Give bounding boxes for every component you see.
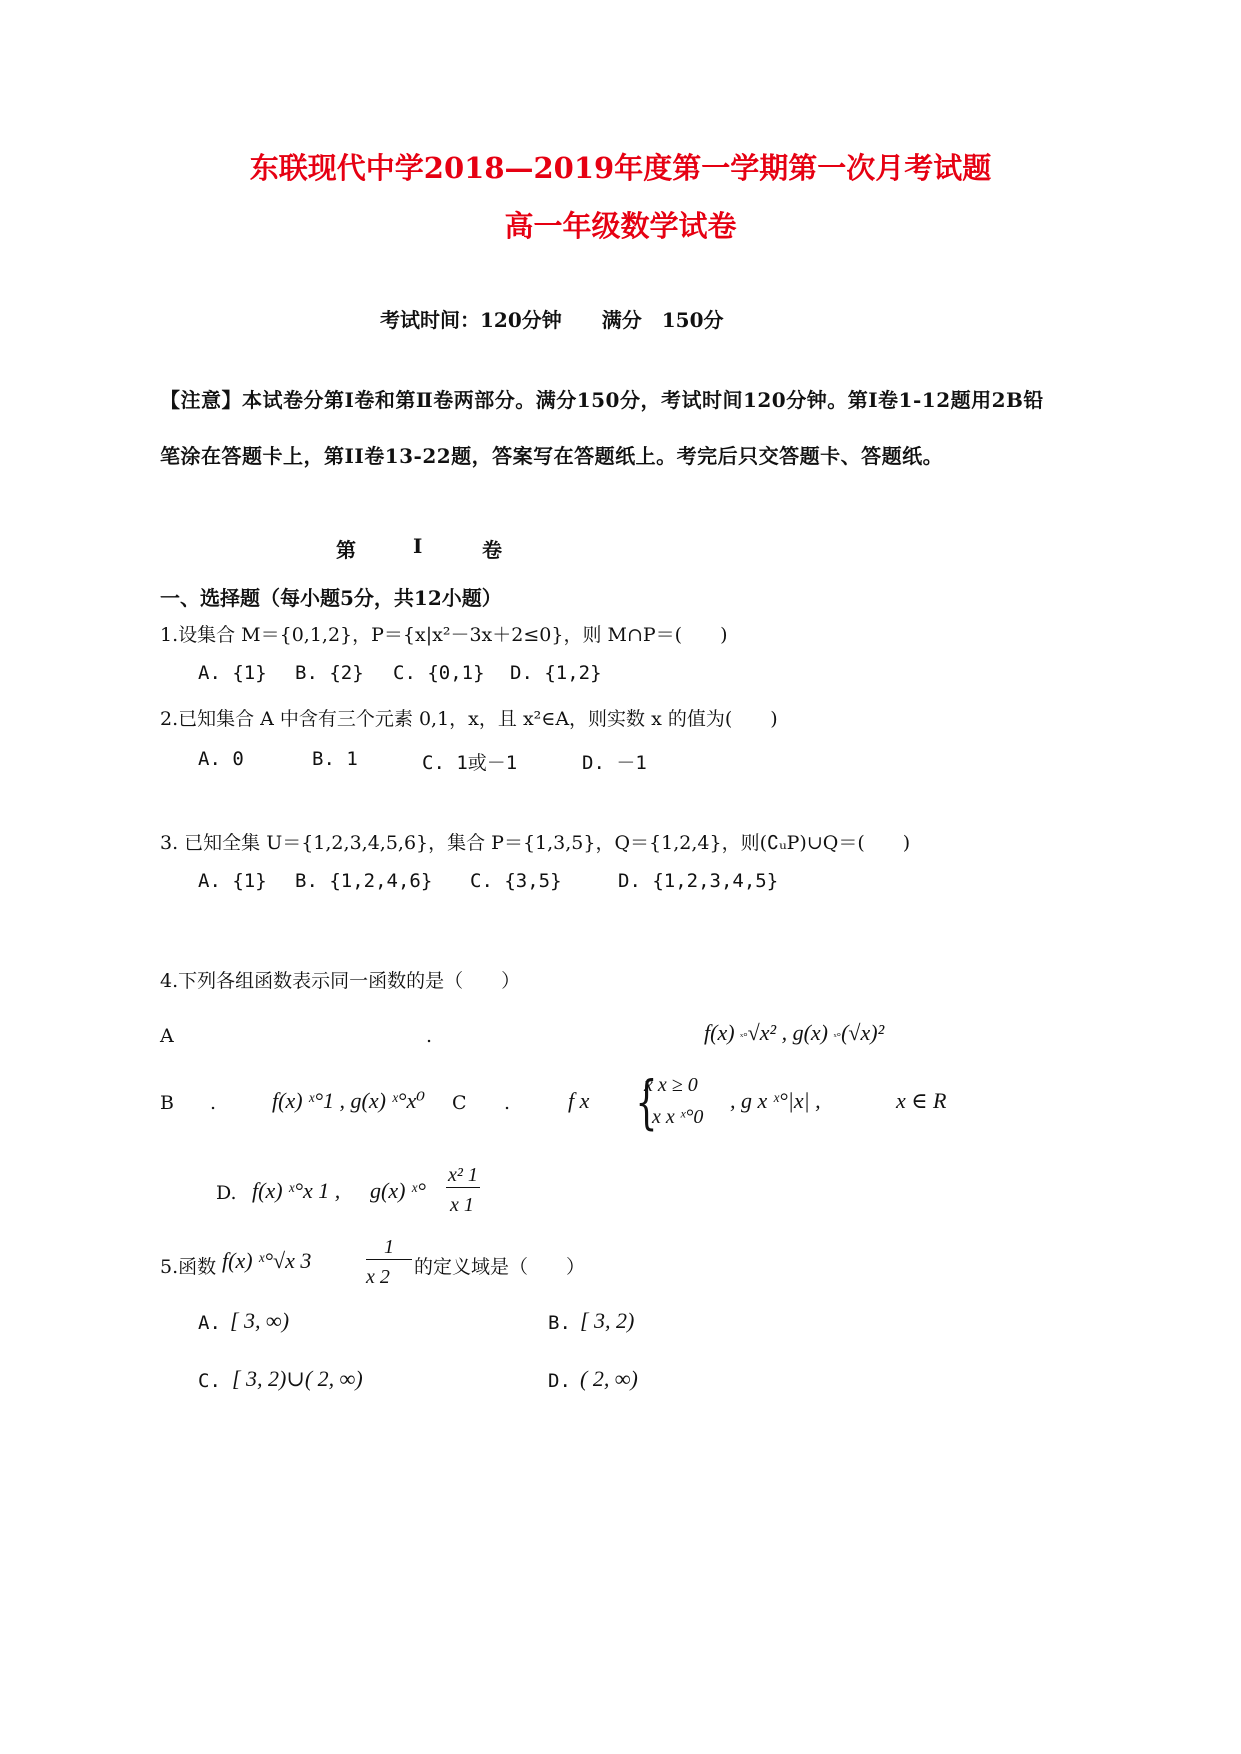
q1-option-b: B. {2} bbox=[295, 662, 364, 684]
question-4-stem: 4.下列各组函数表示同一函数的是（ ） bbox=[160, 970, 521, 992]
q4-option-c-label: C bbox=[452, 1092, 467, 1114]
q5-option-d-expr: ( 2, ∞) bbox=[580, 1366, 638, 1391]
q5-option-a-label: A. bbox=[198, 1312, 221, 1334]
q4-option-c-dot: . bbox=[504, 1092, 511, 1114]
question-1-stem: 1.设集合 M＝{0,1,2}，P＝{x|x²－3x＋2≤0}，则 M∩P＝( ) bbox=[160, 624, 728, 646]
q5-option-c-label: C. bbox=[198, 1370, 221, 1392]
q5-frac-denominator: x 2 bbox=[366, 1266, 390, 1288]
q4-a-sep: , bbox=[776, 1020, 793, 1045]
q4-option-d-label: D. bbox=[216, 1182, 237, 1204]
q4-option-a-label: A bbox=[160, 1025, 174, 1047]
section-heading: 一、选择题（每小题5分，共12小题） bbox=[160, 586, 502, 610]
q1-option-d: D. {1,2} bbox=[510, 662, 602, 684]
part-title-b: I bbox=[413, 534, 423, 558]
q4-a-g-root: (√x)² bbox=[841, 1020, 885, 1045]
q3-option-c: C. {3,5} bbox=[470, 870, 562, 892]
q4-option-a-expr bbox=[704, 1020, 884, 1046]
q5-option-c-expr: [ 3, 2)∪( 2, ∞) bbox=[232, 1366, 363, 1391]
q4-d-numerator: x² 1 bbox=[448, 1164, 478, 1186]
q1-option-c: C. {0,1} bbox=[393, 662, 485, 684]
equals-glyph-icon: ˣ° bbox=[740, 1031, 748, 1043]
exam-info: 考试时间：120分钟 满分 150分 bbox=[380, 308, 724, 332]
page-title: 东联现代中学2018—2019年度第一学期第一次月考试题 bbox=[249, 151, 992, 185]
q5-option-b-expr: [ 3, 2) bbox=[580, 1308, 635, 1333]
question-5-label: 5.函数 bbox=[160, 1256, 217, 1278]
equals-glyph-icon: ˣ° bbox=[833, 1031, 842, 1043]
page-subtitle: 高一年级数学试卷 bbox=[504, 209, 737, 243]
q1-option-a: A. {1} bbox=[198, 662, 267, 684]
q4-a-f: f(x) bbox=[704, 1020, 741, 1045]
q4-option-b-dot: . bbox=[210, 1092, 217, 1114]
q4-d-g: g(x) ˣ° bbox=[370, 1178, 426, 1203]
part-title-a: 第 bbox=[336, 538, 356, 562]
q5-function: f(x) ˣ°√x 3 bbox=[222, 1248, 312, 1273]
q5-frac-numerator: 1 bbox=[366, 1236, 412, 1260]
q5-stem-tail: 的定义域是（ ） bbox=[414, 1256, 586, 1278]
q2-option-d: D. －1 bbox=[582, 752, 647, 774]
notice-text: 本试卷分第Ⅰ卷和第Ⅱ卷两部分。满分150分，考试时间120分钟。第Ⅰ卷1-12题用2B铅笔涂在答题卡上，第II卷13-22题，答案写在答题纸上。考完后只交答题卡、答题纸。 bbox=[160, 388, 1044, 468]
question-3-stem: 3. 已知全集 U＝{1,2,3,4,5,6}，集合 P＝{1,3,5}，Q＝{1,2,4}，则(∁ᵤP)∪Q＝( ) bbox=[160, 832, 911, 854]
q3-option-d: D. {1,2,3,4,5} bbox=[618, 870, 779, 892]
q4-a-f-root: √x² bbox=[747, 1020, 777, 1045]
question-2-stem: 2.已知集合 A 中含有三个元素 0,1，x，且 x²∈A，则实数 x 的值为( ) bbox=[160, 708, 778, 730]
left-brace-icon: { bbox=[635, 1068, 658, 1136]
q5-option-d-label: D. bbox=[548, 1370, 571, 1392]
q4-option-b-expr: f(x) ˣ°1 , g(x) ˣ°x⁰ bbox=[272, 1088, 426, 1113]
q2-option-c: C. 1或－1 bbox=[422, 752, 518, 774]
q4-c-case1: x x ≥ 0 bbox=[644, 1074, 698, 1096]
q5-option-b-label: B. bbox=[548, 1312, 571, 1334]
q4-d-denominator: x 1 bbox=[450, 1194, 474, 1216]
q5-option-a-expr: [ 3, ∞) bbox=[230, 1308, 290, 1333]
q4-option-a-dot: . bbox=[426, 1025, 433, 1047]
q4-c-case2: x x ˣ°0 bbox=[652, 1106, 704, 1128]
q2-option-b: B. 1 bbox=[312, 748, 358, 770]
notice bbox=[160, 372, 1060, 484]
q2-option-a: A. 0 bbox=[198, 748, 244, 770]
q3-option-b: B. {1,2,4,6} bbox=[295, 870, 433, 892]
q4-option-b-label: B bbox=[160, 1092, 174, 1114]
q4-a-g: g(x) bbox=[792, 1020, 834, 1045]
q4-c-f: f x bbox=[568, 1088, 590, 1113]
q4-c-domain: x ∈ R bbox=[896, 1088, 947, 1113]
part-title-c: 卷 bbox=[482, 538, 502, 562]
q4-d-f: f(x) ˣ°x 1 , bbox=[252, 1178, 341, 1203]
notice-label: 【注意】 bbox=[160, 388, 242, 412]
q4-c-g: , g x ˣ°|x| , bbox=[730, 1088, 821, 1113]
q3-option-a: A. {1} bbox=[198, 870, 267, 892]
